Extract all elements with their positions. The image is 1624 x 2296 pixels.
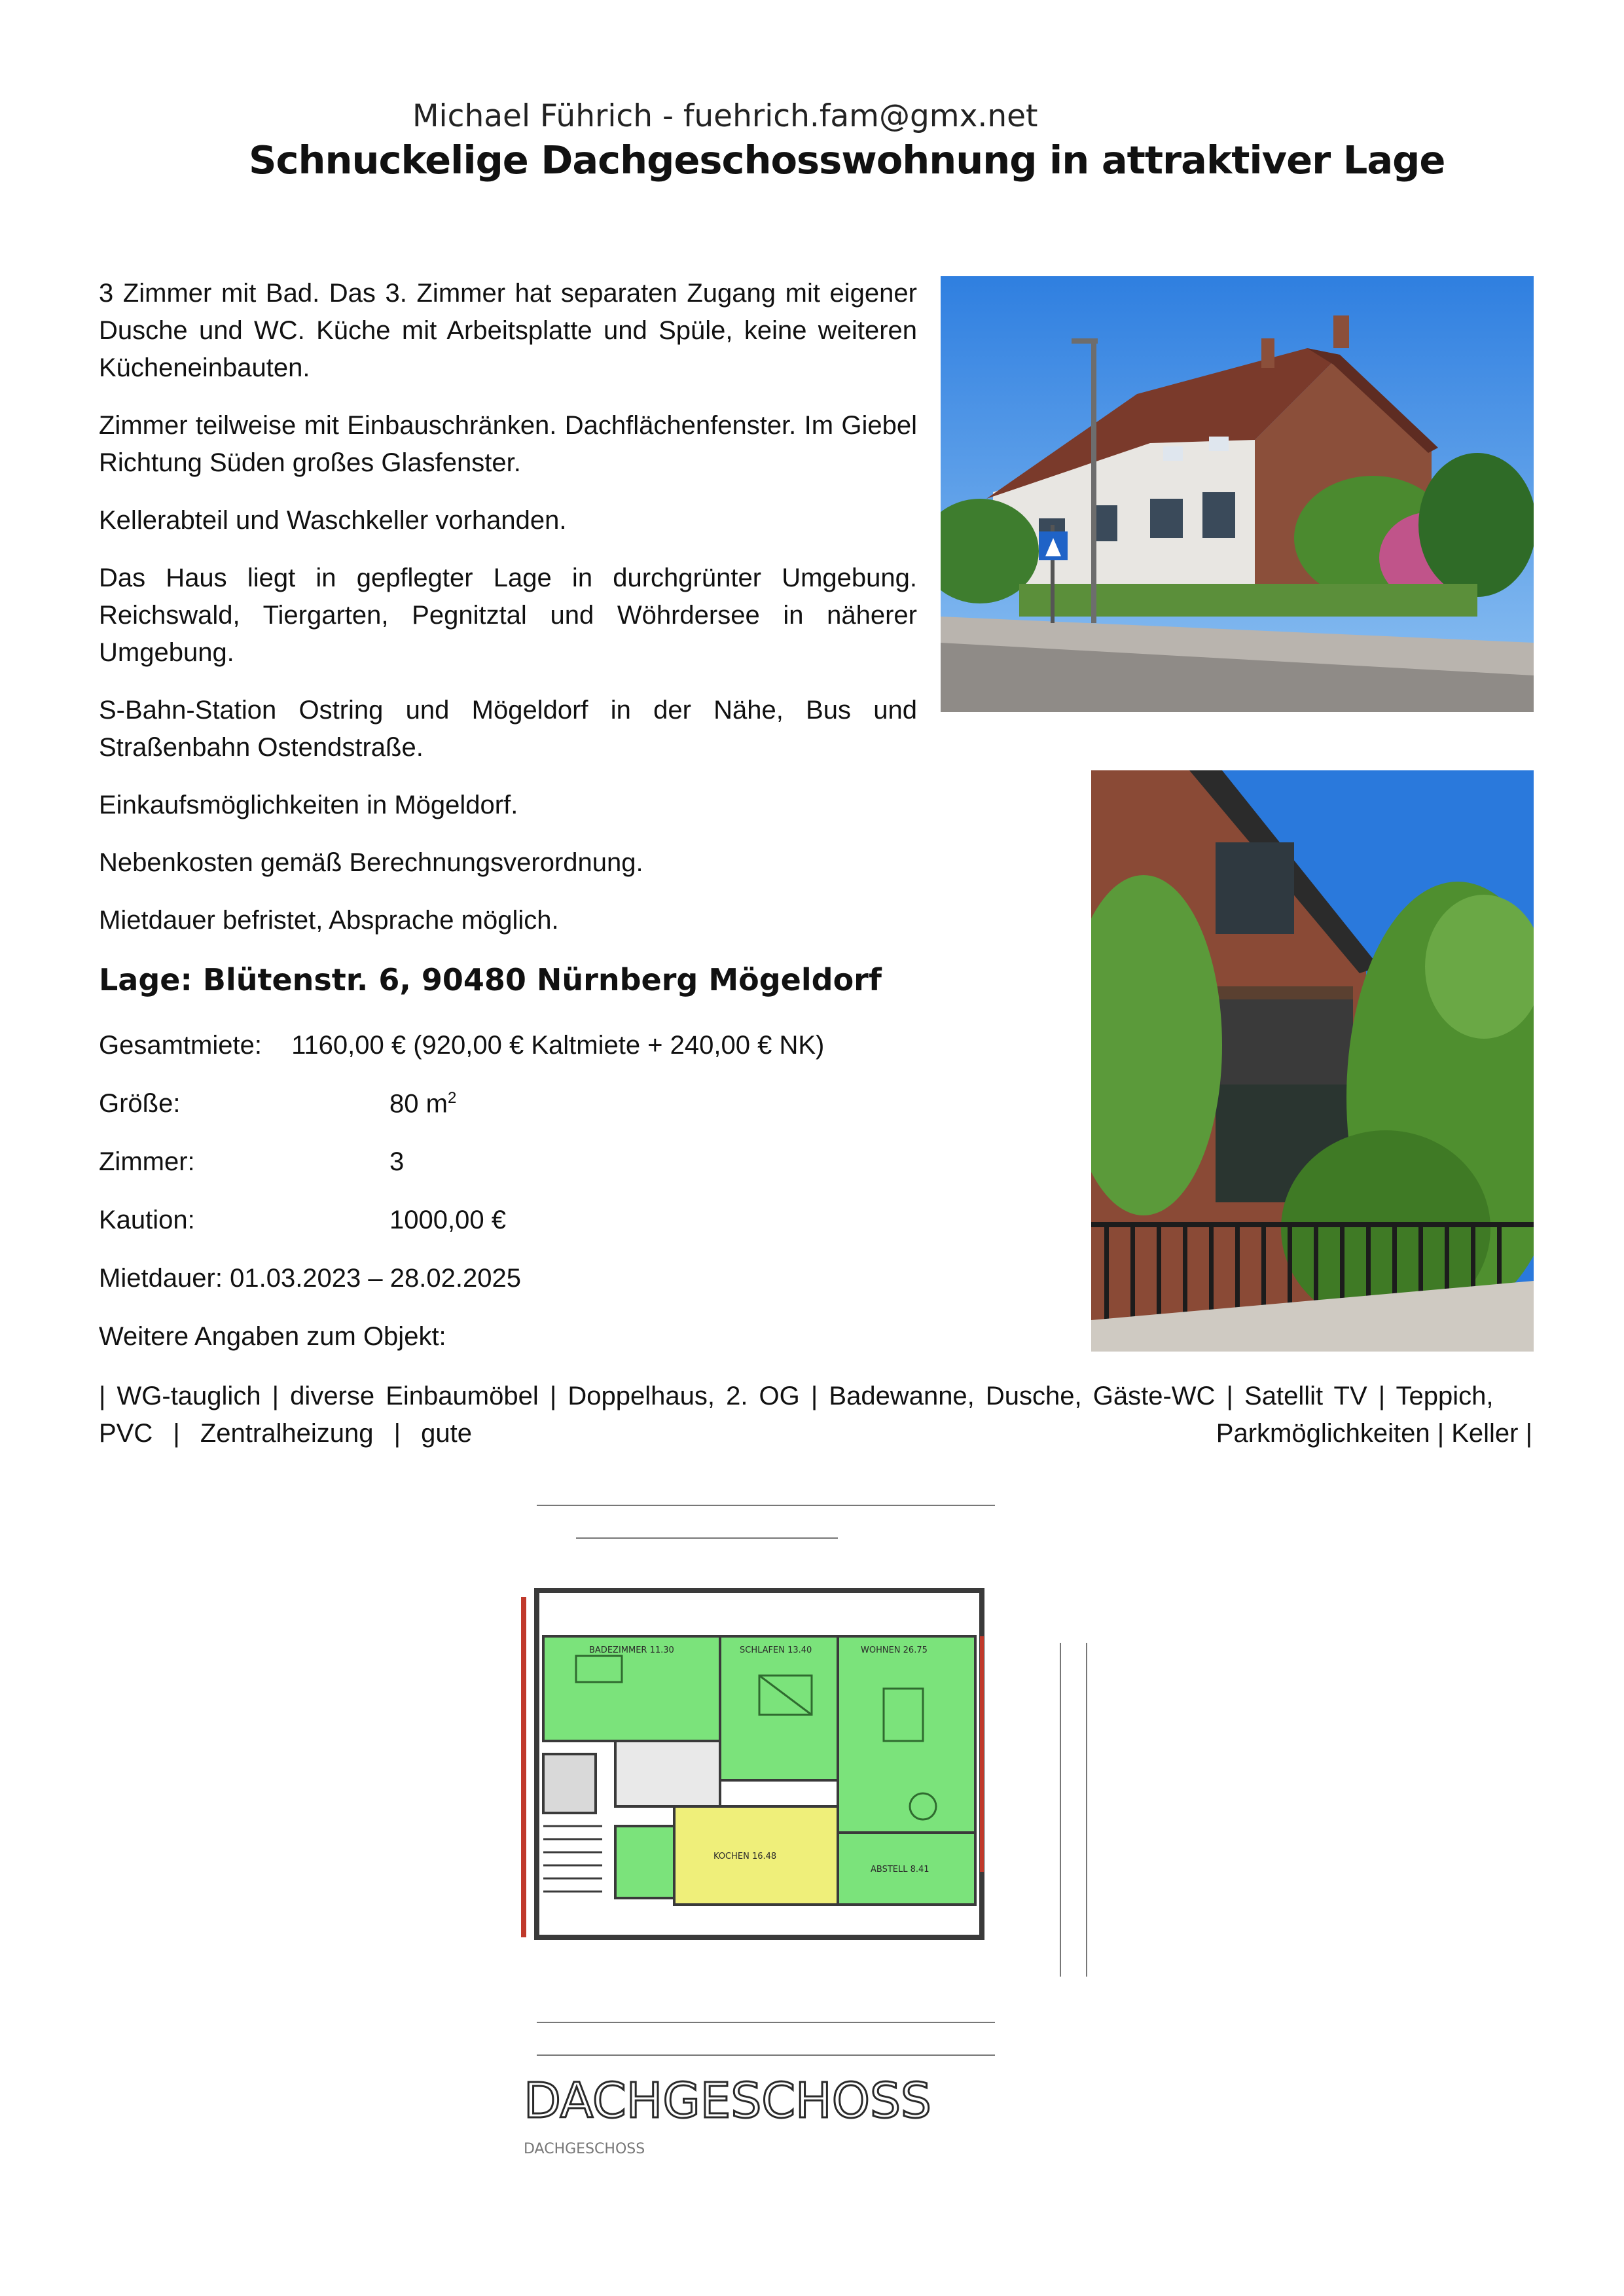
tags-line (99, 1415, 1532, 1452)
author-line: Michael Führich - fuehrich.fam@gmx.net (412, 98, 1038, 134)
fact-label: Größe: (99, 1089, 181, 1118)
description-paragraph: Mietdauer befristet, Absprache möglich. (99, 906, 559, 935)
description-paragraph: Kellerabteil und Waschkeller vorhanden. (99, 506, 567, 535)
description-paragraph: Das Haus liegt in gepflegter Lage in durchgrünter Umgebung. Reichswald, Tiergarten, Pegnitztal und Wöhrdersee in näherer Umgebung. (99, 564, 917, 667)
room-label: WOHNEN 26.75 (861, 1645, 928, 1655)
room-label: SCHLAFEN 13.40 (740, 1645, 812, 1655)
tags-line-left: PVC | Zentralheizung | gute (99, 1419, 472, 1448)
description-paragraph: Einkaufsmöglichkeiten in Mögeldorf. (99, 791, 518, 819)
fact-label: Zimmer: (99, 1147, 195, 1176)
floor-plan (497, 1479, 1139, 2173)
tags-line-right: Parkmöglichkeiten | Keller | (1216, 1419, 1532, 1448)
fact-duration: Mietdauer: 01.03.2023 – 28.02.2025 (99, 1264, 521, 1293)
fact-value: 1160,00 € (920,00 € Kaltmiete + 240,00 € NK) (291, 1031, 825, 1060)
fact-deposit (99, 1206, 195, 1235)
description-paragraph: 3 Zimmer mit Bad. Das 3. Zimmer hat separaten Zugang mit eigener Dusche und WC. Küche mit Arbeitsplatte und Spüle, keine weiteren Kücheneinbauten. (99, 279, 917, 382)
description-paragraph: S-Bahn-Station Ostring und Mögeldorf in der Nähe, Bus und Straßenbahn Ostendstraße. (99, 696, 917, 762)
fact-more-label: Weitere Angaben zum Objekt: (99, 1322, 446, 1351)
room-label: KOCHEN 16.48 (713, 1852, 777, 1861)
page-title: Schnuckelige Dachgeschosswohnung in attraktiver Lage (249, 137, 1445, 183)
fact-value: 80 m (389, 1089, 448, 1119)
room-label: BADEZIMMER 11.30 (589, 1645, 674, 1655)
tags-line: | WG-tauglich | diverse Einbaumöbel | Doppelhaus, 2. OG | Badewanne, Dusche, Gäste-WC | Satellit TV | Teppich, (99, 1382, 1494, 1410)
description-paragraph: Nebenkosten gemäß Berechnungsverordnung. (99, 848, 643, 877)
description (99, 275, 917, 960)
fact-size (99, 1089, 180, 1119)
location-heading: Lage: Blütenstr. 6, 90480 Nürnberg Mögeldorf (99, 962, 882, 997)
facade-balcony-photo (1091, 770, 1534, 1352)
description-paragraph: Zimmer teilweise mit Einbauschränken. Dachflächenfenster. Im Giebel Richtung Süden großes Glasfenster. (99, 411, 917, 477)
fact-rooms (99, 1147, 195, 1177)
fact-value: 1000,00 € (389, 1206, 506, 1234)
fact-label: Gesamtmiete: (99, 1031, 262, 1060)
feature-tags (99, 1378, 1532, 1452)
unit-superscript: 2 (447, 1089, 457, 1107)
fact-size-value (389, 1089, 456, 1119)
house-exterior-photo (941, 276, 1534, 712)
floorplan-handwritten-label: DACHGESCHOSS (524, 2073, 931, 2129)
room-label: ABSTELL 8.41 (871, 1865, 929, 1874)
fact-rent (99, 1031, 824, 1060)
fact-label: Kaution: (99, 1206, 195, 1234)
floorplan-printed-label: DACHGESCHOSS (524, 2141, 645, 2157)
fact-value: 3 (389, 1147, 405, 1176)
